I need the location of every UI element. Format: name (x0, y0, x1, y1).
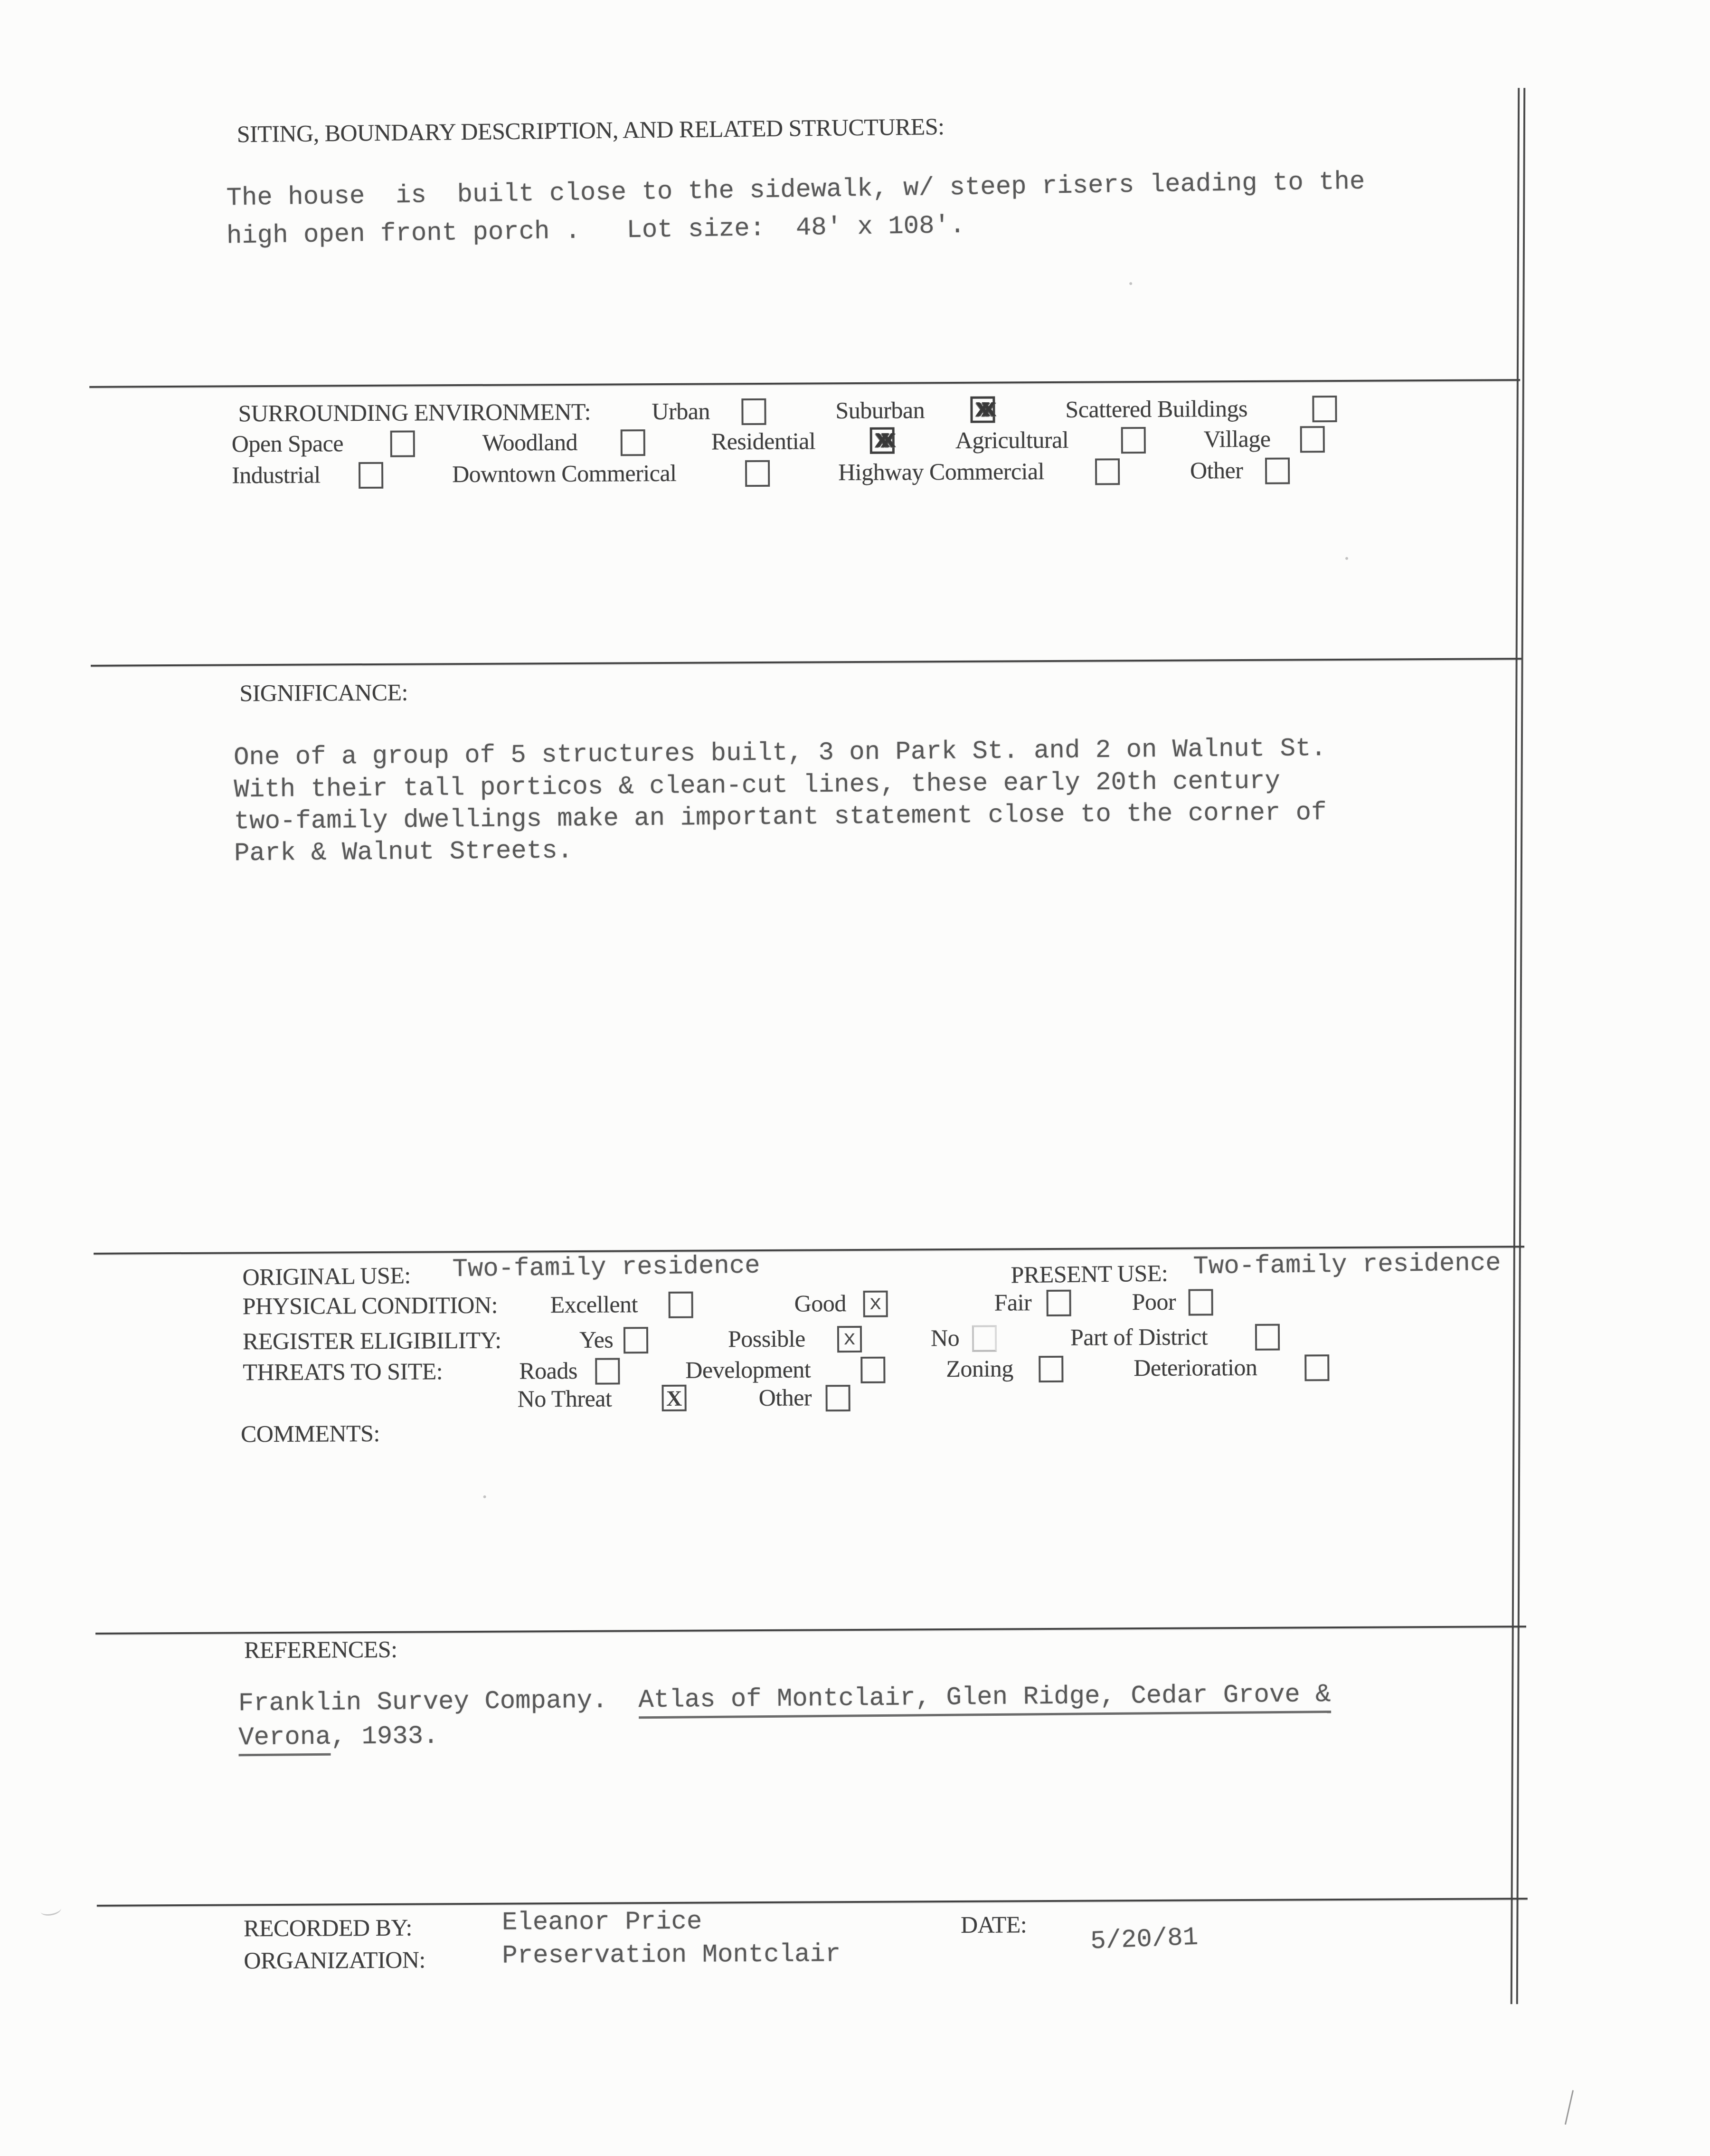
reference-year: , 1933. (331, 1721, 439, 1752)
option-agricultural-checkbox (1121, 427, 1146, 454)
comments-label: COMMENTS: (240, 1419, 380, 1447)
recorded-by-label: RECORDED BY: (243, 1914, 412, 1942)
option-village-label: Village (1203, 425, 1271, 453)
siting-paragraph-line-1: The house is built close to the sidewalk, w/ steep risers leading to the (226, 167, 1365, 213)
option-deterioration-label: Deterioration (1134, 1353, 1257, 1381)
option-no-threat-label: No Threat (517, 1385, 612, 1412)
option-possible-checkbox: x (837, 1326, 862, 1352)
option-poor-checkbox (1189, 1289, 1213, 1315)
present-use-label: PRESENT USE: (1011, 1259, 1168, 1288)
reference-author: Franklin Survey Company. (238, 1686, 639, 1719)
date-value: 5/20/81 (1090, 1923, 1199, 1957)
option-no-label: No (930, 1324, 960, 1352)
option-agricultural-label: Agricultural (955, 426, 1069, 454)
option-fair-label: Fair (994, 1289, 1032, 1316)
siting-section-label: SITING, BOUNDARY DESCRIPTION, AND RELATED STRUCTURES: (236, 113, 945, 148)
option-suburban-checkbox: xx (970, 397, 995, 423)
option-roads-label: Roads (519, 1357, 577, 1384)
option-part-of-district-checkbox (1255, 1324, 1280, 1351)
option-excellent-checkbox (669, 1292, 693, 1318)
option-good-checkbox: x (863, 1291, 888, 1317)
organization-value: Preservation Montclair (502, 1940, 841, 1971)
option-scattered-buildings-label: Scattered Buildings (1065, 395, 1248, 423)
surrounding-environment-label: SURROUNDING ENVIRONMENT: (238, 398, 591, 427)
option-zoning-checkbox (1039, 1356, 1063, 1382)
option-suburban-label: Suburban (835, 397, 925, 424)
reference-title-part-2: Verona (238, 1723, 331, 1757)
option-other-threat-label: Other (758, 1384, 812, 1411)
option-residential-checkbox: xx (870, 427, 895, 454)
significance-line-4: Park & Walnut Streets. (234, 836, 573, 869)
option-downtown-commercial-label: Downtown Commerical (452, 459, 677, 488)
scan-speck-3 (483, 1495, 486, 1498)
option-highway-commercial-label: Highway Commercial (838, 458, 1045, 486)
option-yes-checkbox (624, 1327, 648, 1353)
option-fair-checkbox (1047, 1290, 1071, 1316)
option-no-checkbox (972, 1325, 997, 1352)
option-woodland-label: Woodland (482, 428, 578, 456)
option-excellent-label: Excellent (550, 1291, 638, 1318)
significance-line-3: two-family dwellings make an important statement close to the corner of (234, 798, 1327, 837)
recorded-by-value: Eleanor Price (501, 1907, 702, 1938)
references-section-label: REFERENCES: (244, 1636, 397, 1664)
option-good-label: Good (794, 1290, 846, 1317)
option-other-threat-checkbox (825, 1385, 850, 1411)
option-roads-checkbox (595, 1358, 620, 1384)
significance-line-2: With their tall porticos & clean-cut lines, these early 20th century (234, 766, 1281, 805)
option-other-environment-label: Other (1190, 456, 1243, 484)
option-part-of-district-label: Part of District (1070, 1323, 1208, 1351)
option-scattered-buildings-checkbox (1312, 396, 1337, 422)
option-yes-label: Yes (579, 1326, 614, 1353)
original-use-label: ORIGINAL USE: (242, 1262, 411, 1291)
option-residential-label: Residential (711, 427, 816, 455)
reference-title-part-1: Atlas of Montclair, Glen Ridge, Cedar Grove & (638, 1680, 1331, 1719)
option-development-checkbox (860, 1357, 885, 1383)
option-industrial-label: Industrial (231, 461, 321, 489)
date-label: DATE: (960, 1911, 1027, 1938)
option-urban-checkbox (741, 398, 766, 425)
physical-condition-label: PHYSICAL CONDITION: (242, 1291, 498, 1320)
present-use-value: Two-family residence (1193, 1248, 1501, 1282)
option-no-threat-checkbox: X (661, 1385, 686, 1411)
option-woodland-checkbox (621, 429, 645, 456)
siting-paragraph-line-2: high open front porch . Lot size: 48' x 108'. (226, 211, 965, 251)
option-highway-commercial-checkbox (1095, 458, 1120, 485)
scan-speck-2 (1345, 557, 1348, 560)
option-open-space-label: Open Space (231, 430, 344, 457)
significance-line-1: One of a group of 5 structures built, 3 on Park St. and 2 on Walnut St. (233, 734, 1327, 773)
option-village-checkbox (1300, 426, 1325, 453)
option-poor-label: Poor (1132, 1288, 1176, 1315)
option-urban-label: Urban (652, 397, 710, 425)
option-deterioration-checkbox (1304, 1354, 1329, 1381)
threats-to-site-label: THREATS TO SITE: (243, 1358, 443, 1386)
original-use-value: Two-family residence (452, 1251, 760, 1285)
significance-section-label: SIGNIFICANCE: (239, 679, 408, 707)
option-other-environment-checkbox (1265, 458, 1290, 484)
option-downtown-commercial-checkbox (745, 460, 770, 487)
organization-label: ORGANIZATION: (244, 1946, 425, 1974)
option-development-label: Development (685, 1356, 811, 1383)
scan-speck-1 (1129, 282, 1132, 285)
option-open-space-checkbox (390, 431, 415, 457)
reference-line-2 (238, 1721, 439, 1754)
option-zoning-label: Zoning (946, 1355, 1013, 1382)
option-industrial-checkbox (359, 462, 383, 489)
register-eligibility-label: REGISTER ELIGIBILITY: (242, 1326, 501, 1355)
option-possible-label: Possible (727, 1325, 805, 1352)
